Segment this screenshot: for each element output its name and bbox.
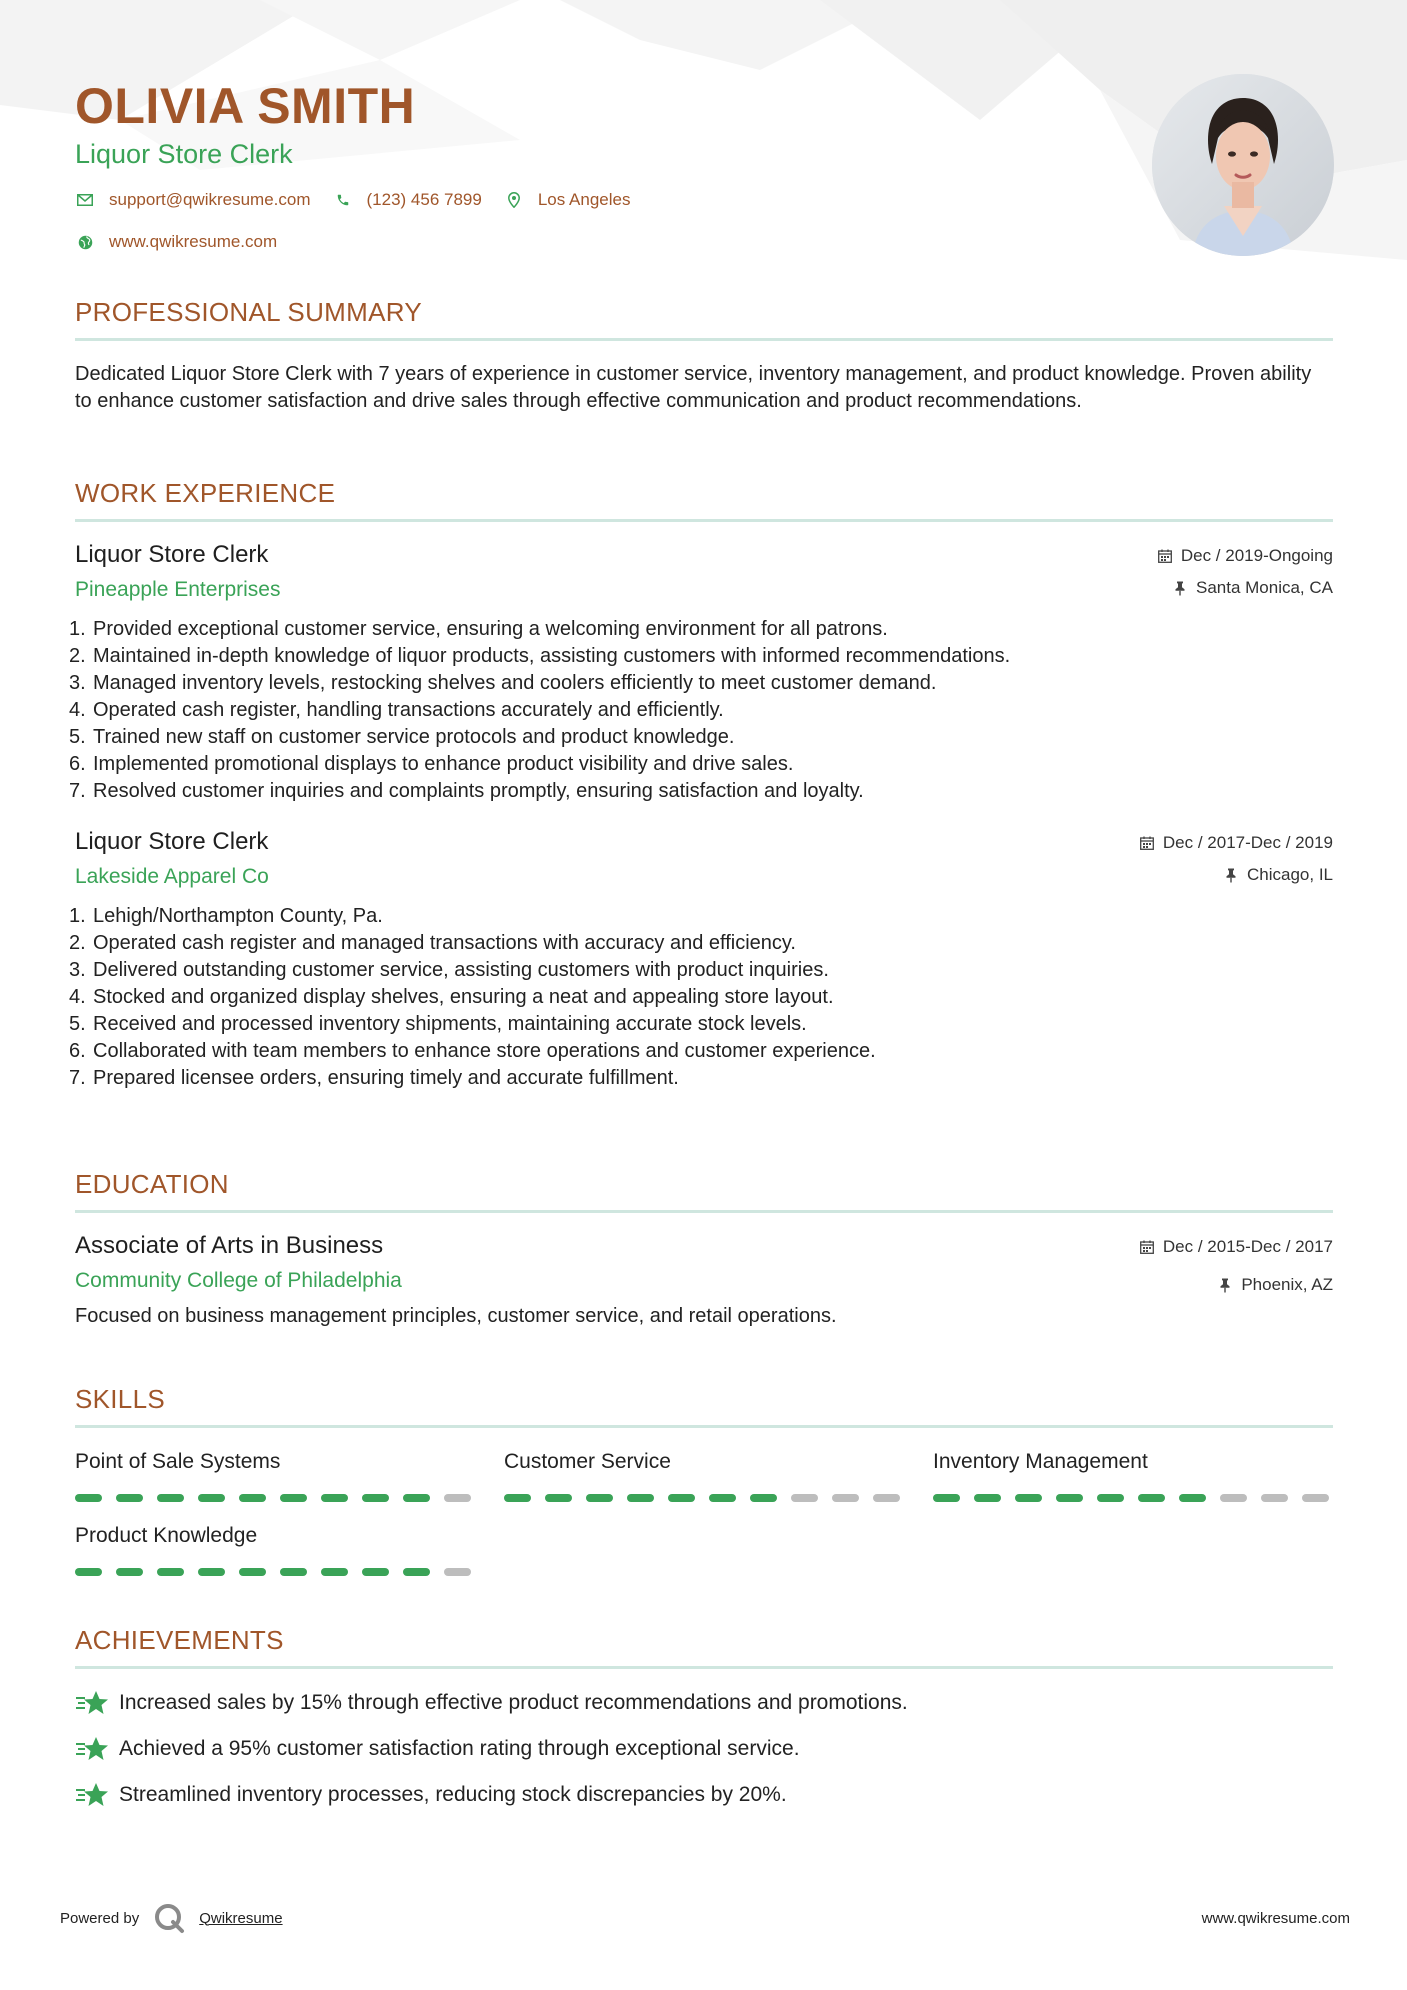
globe-icon [75,232,95,252]
skill-dash-empty [1261,1494,1288,1502]
list-item: 5. Trained new staff on customer service protocols and product knowledge. [69,726,735,748]
list-item: 3. Delivered outstanding customer service, assisting customers with product inquiries. [69,959,829,981]
list-item: 1. Lehigh/Northampton County, Pa. [69,905,383,927]
list-item: 4. Stocked and organized display shelves, ensuring a neat and appealing store layout. [69,986,834,1008]
skill-dash-filled [504,1494,531,1502]
education-section [75,1168,1333,1330]
skill-dash-filled [1138,1494,1165,1502]
contact-location [504,190,631,210]
skill-dash-filled [545,1494,572,1502]
powered-by-label: Powered by [60,1909,140,1927]
achievement-item [75,1735,1333,1763]
education-dates-text: Dec / 2015-Dec / 2017 [1162,1237,1333,1256]
section-divider [75,1666,1333,1669]
resume-header [75,78,1075,252]
achievement-item [75,1689,1333,1717]
section-divider [75,1210,1333,1213]
envelope-icon [75,190,95,210]
map-pin-icon [504,190,524,210]
job-location [1139,863,1333,887]
candidate-role: Liquor Store Clerk [75,139,293,169]
skill-dash-filled [75,1494,102,1502]
skill-dash-empty [1302,1494,1329,1502]
skill-meter [75,1494,475,1502]
location-text: Los Angeles [537,190,631,209]
section-divider [75,1425,1333,1428]
skill-dash-filled [403,1494,430,1502]
job-dates [1157,544,1333,568]
skill-dash-filled [157,1494,184,1502]
school-name: Community College of Philadelphia [75,1269,402,1292]
job-title: Liquor Store Clerk [75,541,269,568]
calendar-icon [1139,1239,1155,1255]
job-entry [69,540,1333,805]
skill-dash-filled [1097,1494,1124,1502]
skill-dash-filled [1056,1494,1083,1502]
skill-dash-filled [116,1568,143,1576]
experience-section [69,477,1333,1092]
skill-dash-filled [403,1568,430,1576]
achievement-text: Achieved a 95% customer satisfaction rating through exceptional service. [119,1737,800,1760]
education-entry [75,1231,1333,1330]
contact-email[interactable] [75,190,311,210]
job-bullets [69,616,1333,805]
education-meta [1139,1235,1333,1297]
summary-section [75,296,1333,415]
list-item: 2. Operated cash register and managed transactions with accuracy and efficiency. [69,932,796,954]
footer [60,1900,1350,1936]
skill-dash-filled [586,1494,613,1502]
job-company: Pineapple Enterprises [75,578,281,601]
achievement-text: Streamlined inventory processes, reducing stock discrepancies by 20%. [119,1783,787,1806]
skill-dash-filled [239,1494,266,1502]
email-text: support@qwikresume.com [109,190,311,209]
skill-dash-empty [444,1568,471,1576]
skill-item [504,1448,904,1502]
skill-dash-empty [873,1494,900,1502]
achievement-item [75,1781,1333,1809]
skills-grid [75,1448,1333,1576]
section-divider [75,519,1333,522]
phone-text: (123) 456 7899 [366,190,482,209]
list-item: 6. Collaborated with team members to enhance store operations and customer experience. [69,1040,876,1062]
contact-website[interactable] [75,232,277,252]
skill-meter [75,1568,475,1576]
skill-dash-filled [239,1568,266,1576]
skill-dash-filled [362,1494,389,1502]
contact-row-website [75,232,1075,252]
qwikresume-link[interactable]: Qwikresume [199,1909,283,1927]
footer-site-link[interactable]: www.qwikresume.com [1201,1909,1350,1927]
contact-phone[interactable] [333,190,482,210]
skills-title: SKILLS [75,1384,165,1414]
calendar-icon [1139,835,1155,851]
skill-dash-empty [791,1494,818,1502]
skill-name: Product Knowledge [75,1524,258,1547]
section-divider [75,338,1333,341]
job-location [1157,576,1333,600]
phone-icon [333,190,353,210]
profile-photo [1152,74,1334,256]
pushpin-icon [1223,867,1239,883]
skill-dash-filled [280,1568,307,1576]
skill-meter [933,1494,1333,1502]
skill-item [933,1448,1333,1502]
skill-dash-filled [75,1568,102,1576]
skill-dash-filled [280,1494,307,1502]
skill-dash-empty [1220,1494,1247,1502]
job-dates-text: Dec / 2017-Dec / 2019 [1162,833,1333,852]
skill-dash-filled [198,1494,225,1502]
shooting-star-icon [75,1689,109,1717]
degree-title: Associate of Arts in Business [75,1232,384,1259]
job-title: Liquor Store Clerk [75,828,269,855]
footer-powered-by [60,1900,283,1936]
achievements-title: ACHIEVEMENTS [75,1625,284,1655]
achievements-section [75,1624,1333,1809]
pushpin-icon [1172,580,1188,596]
skill-dash-filled [668,1494,695,1502]
job-location-text: Chicago, IL [1247,865,1333,884]
shooting-star-icon [75,1781,109,1809]
education-description: Focused on business management principles, customer service, and retail operations. [75,1305,837,1327]
list-item: 6. Implemented promotional displays to enhance product visibility and drive sales. [69,753,794,775]
list-item: 3. Managed inventory levels, restocking shelves and coolers efficiently to meet customer demand. [69,672,937,694]
job-bullets [69,903,1333,1092]
summary-text: Dedicated Liquor Store Clerk with 7 years of experience in customer service, inventory management, and product knowledge. Proven ability to enhance customer satisfaction and drive sales through effective communication and product recommendations. [75,363,1312,412]
skill-dash-filled [198,1568,225,1576]
skill-dash-filled [750,1494,777,1502]
achievements-list [75,1689,1333,1809]
candidate-name: OLIVIA SMITH [75,78,416,134]
skills-section [75,1383,1333,1576]
qwikresume-logo-icon [153,1902,185,1934]
skill-meter [504,1494,904,1502]
job-location-text: Santa Monica, CA [1195,578,1333,597]
job-dates-text: Dec / 2019-Ongoing [1180,546,1333,565]
list-item: 4. Operated cash register, handling transactions accurately and efficiently. [69,699,724,721]
website-text: www.qwikresume.com [109,232,278,251]
education-dates [1139,1235,1333,1259]
calendar-icon [1157,548,1173,564]
skill-item [75,1448,475,1502]
list-item: 7. Prepared licensee orders, ensuring timely and accurate fulfillment. [69,1067,679,1089]
skill-dash-filled [321,1494,348,1502]
skill-dash-filled [362,1568,389,1576]
skill-dash-filled [321,1568,348,1576]
skill-name: Point of Sale Systems [75,1450,281,1473]
summary-title: PROFESSIONAL SUMMARY [75,297,422,327]
skill-dash-filled [974,1494,1001,1502]
education-location [1139,1273,1333,1297]
skill-dash-empty [832,1494,859,1502]
shooting-star-icon [75,1735,109,1763]
skill-dash-filled [933,1494,960,1502]
education-location-text: Phoenix, AZ [1241,1275,1333,1294]
skill-dash-empty [444,1494,471,1502]
skill-dash-filled [627,1494,654,1502]
list-item: 7. Resolved customer inquiries and complaints promptly, ensuring satisfaction and loyalty. [69,780,864,802]
skill-dash-filled [709,1494,736,1502]
job-entry [69,827,1333,1092]
skill-dash-filled [1015,1494,1042,1502]
skill-item [75,1522,475,1576]
achievement-text: Increased sales by 15% through effective product recommendations and promotions. [119,1691,908,1714]
contact-row [75,190,1075,210]
job-company: Lakeside Apparel Co [75,865,269,888]
education-title: EDUCATION [75,1169,229,1199]
job-dates [1139,831,1333,855]
skill-dash-filled [116,1494,143,1502]
job-meta [1157,544,1333,600]
skill-dash-filled [157,1568,184,1576]
job-meta [1139,831,1333,887]
skill-name: Inventory Management [933,1450,1148,1473]
pushpin-icon [1217,1277,1233,1293]
list-item: 2. Maintained in-depth knowledge of liquor products, assisting customers with informed recommendations. [69,645,1011,667]
skill-name: Customer Service [504,1450,671,1473]
list-item: 5. Received and processed inventory shipments, maintaining accurate stock levels. [69,1013,807,1035]
skill-dash-filled [1179,1494,1206,1502]
list-item: 1. Provided exceptional customer service, ensuring a welcoming environment for all patrons. [69,618,888,640]
experience-title: WORK EXPERIENCE [75,478,336,508]
